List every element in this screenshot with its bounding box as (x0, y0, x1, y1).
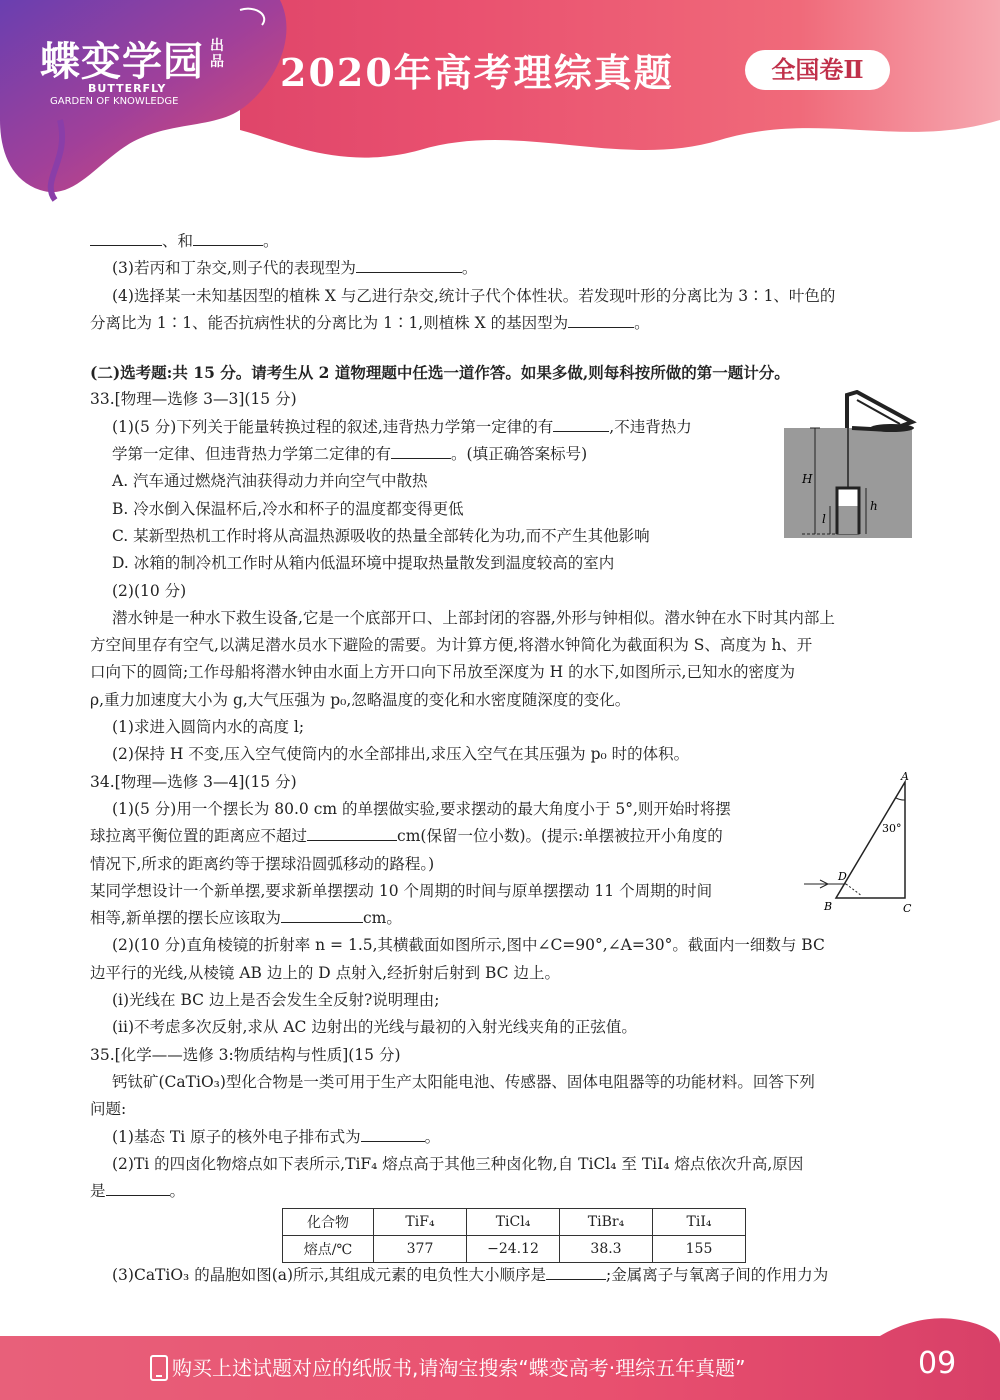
text-line: (2)Ti 的四卤化物熔点如下表所示,TiF₄ 熔点高于其他三种卤化物,自 TiCl₄ 至 TiI₄ 熔点依次升高,原因 (112, 1154, 804, 1173)
answer-blank (391, 442, 451, 459)
answer-blank (90, 229, 162, 246)
logo-english-1: BUTTERFLY (88, 82, 167, 95)
phone-icon (150, 1355, 168, 1381)
answer-blank (361, 1125, 425, 1142)
text-line: (3)若丙和丁杂交,则子代的表现型为 。 (90, 255, 920, 282)
text-line: 球拉离平衡位置的距离应不超过 cm(保留一位小数)。(提示:单摆被拉开小角度的 (90, 823, 920, 850)
answer-blank (553, 415, 609, 432)
table-cell: 熔点/℃ (283, 1236, 374, 1263)
table-cell: TiI₄ (653, 1209, 746, 1236)
answer-blank (546, 1263, 606, 1280)
answer-blank (356, 256, 462, 273)
label-h: h (870, 499, 878, 513)
table-cell: TiF₄ (374, 1209, 467, 1236)
label-H: H (802, 472, 813, 486)
label-D: D (838, 870, 847, 883)
table-cell: 155 (653, 1236, 746, 1263)
text-line: 钙钛矿(CaTiO₃)型化合物是一类可用于生产太阳能电池、传感器、固体电阻器等的功能材料。回答下列 (112, 1072, 815, 1091)
label-angle: 30° (882, 822, 902, 835)
text-line: (1)(5 分)用一个摆长为 80.0 cm 的单摆做实验,要求摆动的最大角度小于 5°,则开始时将摆 (112, 799, 731, 818)
table-cell: −24.12 (467, 1236, 560, 1263)
text-line: 边平行的光线,从棱镜 AB 边上的 D 点射入,经折射后射到 BC 边上。 (90, 963, 560, 982)
text-line: 方空间里存有空气,以满足潜水员水下避险的需要。为计算方便,将潜水钟简化为截面积为 S、高度为 h、开 (90, 636, 813, 655)
option-c: C. 某新型热机工作时将从高温热源吸收的热量全部转化为功,而不产生其他影响 (112, 526, 650, 545)
logo-chupin: 出品 (210, 38, 224, 70)
option-d: D. 冰箱的制冷机工作时从箱内低温环境中提取热量散发到温度较高的室内 (112, 554, 615, 573)
text-line: 某同学想设计一个新单摆,要求新单摆摆动 10 个周期的时间与原单摆摆动 11 个周期的时间 (90, 881, 713, 900)
question-35-heading: 35.[化学——选修 3:物质结构与性质](15 分) (90, 1045, 401, 1064)
diving-bell-figure (782, 390, 922, 540)
text-line: 、和 。 (90, 228, 920, 255)
question-34-heading: 34.[物理—选修 3—4](15 分) (90, 772, 297, 791)
page-number: 09 (918, 1346, 957, 1381)
answer-blank (281, 906, 363, 923)
text-line: 口向下的圆筒;工作母船将潜水钟由水面上方开口向下吊放至深度为 H 的水下,如图所示,已知水的密度为 (90, 663, 795, 682)
text-line: (1)求进入圆筒内水的高度 l; (112, 718, 305, 737)
text-line: 是 。 (90, 1178, 920, 1205)
table-cell: TiCl₄ (467, 1209, 560, 1236)
question-content (90, 228, 920, 1290)
text-line: (1)(5 分)下列关于能量转换过程的叙述,违背热力学第一定律的有 ,不违背热力 (90, 414, 920, 441)
option-b: B. 冷水倒入保温杯后,冷水和杯子的温度都变得更低 (112, 499, 464, 518)
answer-blank (193, 229, 263, 246)
table-cell: 377 (374, 1236, 467, 1263)
logo-english-2: GARDEN OF KNOWLEDGE (50, 96, 179, 107)
text-line: 问题: (90, 1100, 127, 1119)
label-l: l (822, 512, 826, 526)
answer-blank (568, 311, 634, 328)
text-line: 相等,新单摆的摆长应该取为 cm。 (90, 905, 920, 932)
table-cell: 38.3 (560, 1236, 653, 1263)
label-A: A (901, 770, 909, 783)
text-line: (ii)不考虑多次反射,求从 AC 边射出的光线与最初的入射光线夹角的正弦值。 (112, 1018, 637, 1037)
section-heading: (二)选考题:共 15 分。请考生从 2 道物理题中任选一道作答。如果多做,则每科按所做的第一题计分。 (90, 363, 790, 383)
table-cell: TiBr₄ (560, 1209, 653, 1236)
question-33-heading: 33.[物理—选修 3—3](15 分) (90, 390, 297, 409)
label-B: B (824, 900, 833, 913)
text-line: (2)(10 分)直角棱镜的折射率 n = 1.5,其横截面如图所示,图中∠C=90°,∠A=30°。截面内一细数与 BC (112, 936, 825, 955)
text-line: (3)CaTiO₃ 的晶胞如图(a)所示,其组成元素的电负性大小顺序是 ;金属离子与氧离子间的作用力为 (90, 1262, 920, 1289)
text-line: 潜水钟是一种水下救生设备,它是一个底部开口、上部封闭的容器,外形与钟相似。潜水钟在水下时其内部上 (112, 608, 835, 627)
option-a: A. 汽车通过燃烧汽油获得动力并向空气中散热 (112, 472, 428, 491)
prism-figure (800, 770, 920, 920)
page-title: 2020年高考理综真题 (280, 50, 674, 95)
label-C: C (903, 902, 912, 915)
exam-badge: 全国卷Ⅱ (745, 50, 890, 90)
text-line: ρ,重力加速度大小为 g,大气压强为 p₀,忽略温度的变化和水密度随深度的变化。 (90, 690, 631, 709)
table-row (283, 1236, 746, 1263)
footer-promo-text: 购买上述试题对应的纸版书,请淘宝搜索“蝶变高考·理综五年真题” (172, 1356, 746, 1380)
text-line: 分离比为 1∶1、能否抗病性状的分离比为 1∶1,则植株 X 的基因型为 。 (90, 310, 920, 337)
text-line: (i)光线在 BC 边上是否会发生全反射?说明理由; (112, 991, 440, 1010)
melting-point-table (282, 1208, 746, 1263)
table-cell: 化合物 (283, 1209, 374, 1236)
text-line: 学第一定律、但违背热力学第二定律的有 。(填正确答案标号) (90, 441, 920, 468)
logo-text: 蝶变学园 (40, 39, 204, 85)
answer-blank (307, 824, 397, 841)
text-line: 情况下,所求的距离约等于摆球沿圆弧移动的路程。) (90, 854, 435, 873)
text-line: (2)(10 分) (112, 581, 187, 600)
text-line: (1)基态 Ti 原子的核外电子排布式为 。 (90, 1124, 920, 1151)
answer-blank (106, 1179, 170, 1196)
table-header-row (283, 1209, 746, 1236)
text-line: (4)选择某一未知基因型的植株 X 与乙进行杂交,统计子代个体性状。若发现叶形的分离比为 3∶1、叶色的 (112, 286, 836, 305)
text-line: (2)保持 H 不变,压入空气使筒内的水全部排出,求压入空气在其压强为 p₀ 时的体积。 (112, 745, 690, 764)
